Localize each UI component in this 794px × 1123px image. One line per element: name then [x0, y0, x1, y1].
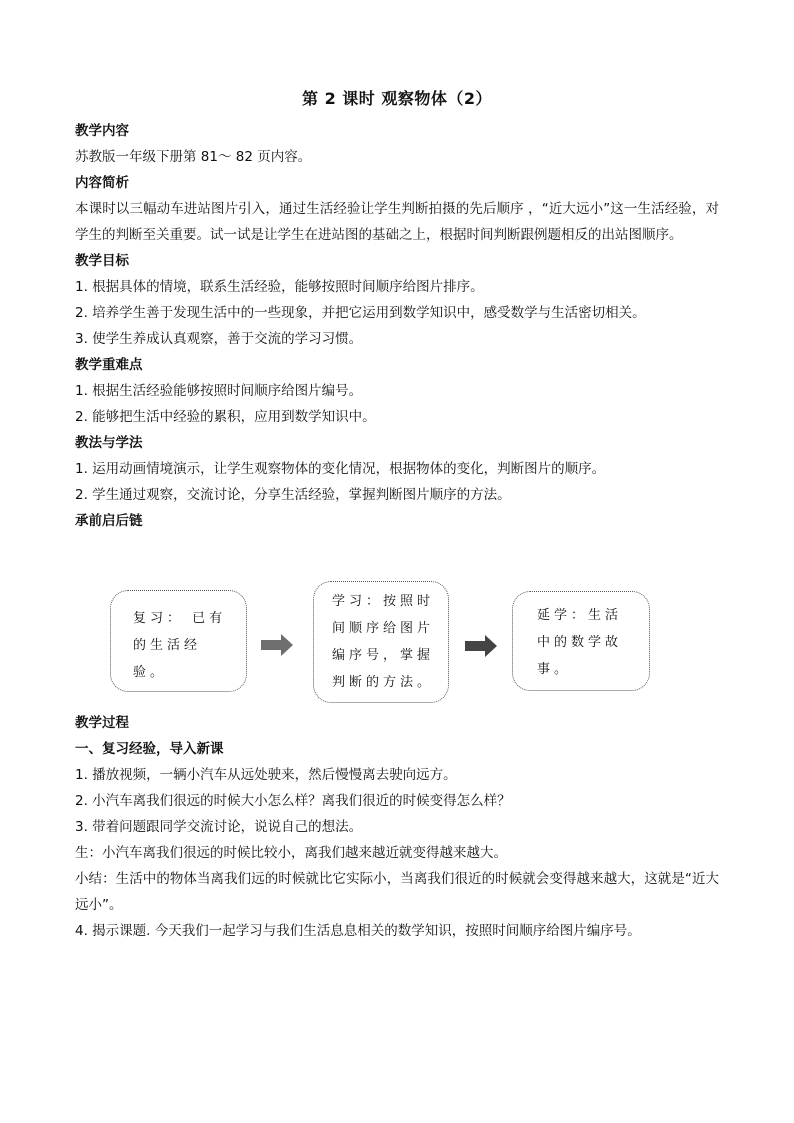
right-arrow-icon — [261, 634, 293, 656]
process-item: 3. 带着问题跟同学交流讨论，说说自己的想法。 — [75, 819, 363, 835]
chain-box-extend: 延学：生活中的数学故事。 — [512, 591, 650, 691]
heading-teaching-goals: 教学目标 — [75, 253, 129, 269]
process-item: 1. 播放视频，一辆小汽车从远处驶来，然后慢慢离去驶向远方。 — [75, 767, 457, 783]
heading-content-analysis: 内容简析 — [75, 175, 129, 191]
right-arrow-icon — [465, 635, 497, 657]
chain-box-learn: 学习：按照时间顺序给图片编序号，掌握判断的方法。 — [313, 581, 449, 703]
heading-methods: 教法与学法 — [75, 435, 143, 451]
process-item: 2. 小汽车离我们很远的时候大小怎么样？离我们很近的时候变得怎么样？ — [75, 793, 511, 809]
keypoint-item: 1. 根据生活经验能够按照时间顺序给图片编号。 — [75, 383, 363, 399]
method-item: 1. 运用动画情境演示，让学生观察物体的变化情况，根据物体的变化，判断图片的顺序。 — [75, 461, 606, 477]
goal-item: 2. 培养学生善于发现生活中的一些现象，并把它运用到数学知识中，感受数学与生活密切相关。 — [75, 305, 646, 321]
subheading-review: 一、复习经验，导入新课 — [75, 741, 224, 757]
process-item: 小结：生活中的物体当离我们远的时候就比它实际小，当离我们很近的时候就会变得越来越大，这就是“近大远小”。 — [75, 871, 719, 913]
heading-teaching-process: 教学过程 — [75, 715, 129, 731]
lesson-title: 第 2 课时 观察物体（2） — [302, 89, 492, 108]
heading-teaching-content: 教学内容 — [75, 123, 129, 139]
chain-box-review: 复习： 已有的生活经验。 — [110, 590, 247, 692]
keypoint-item: 2. 能够把生活中经验的累积，应用到数学知识中。 — [75, 409, 376, 425]
heading-key-points: 教学重难点 — [75, 357, 143, 373]
process-item: 4. 揭示课题. 今天我们一起学习与我们生活息息相关的数学知识，按照时间顺序给图片编序号。 — [75, 923, 641, 939]
document-body — [75, 118, 719, 944]
teaching-content-text: 苏教版一年级下册第 81～ 82 页内容。 — [75, 149, 312, 165]
content-analysis-text: 本课时以三幅动车进站图片引入，通过生活经验让学生判断拍摄的先后顺序 ，“近大远小”这一生活经验，对学生的判断至关重要。试一试是让学生在进站图的基础之上，根据时间判断跟例题相反的出站图顺序。 — [75, 201, 719, 243]
heading-learning-chain: 承前启后链 — [75, 513, 143, 529]
goal-item: 3. 使学生养成认真观察，善于交流的学习习惯。 — [75, 331, 363, 347]
goal-item: 1. 根据具体的情境，联系生活经验，能够按照时间顺序给图片排序。 — [75, 279, 484, 295]
process-item: 生：小汽车离我们很远的时候比较小，离我们越来越近就变得越来越大。 — [75, 845, 507, 861]
learning-chain-diagram — [75, 538, 719, 710]
method-item: 2. 学生通过观察，交流讨论，分享生活经验，掌握判断图片顺序的方法。 — [75, 487, 511, 503]
